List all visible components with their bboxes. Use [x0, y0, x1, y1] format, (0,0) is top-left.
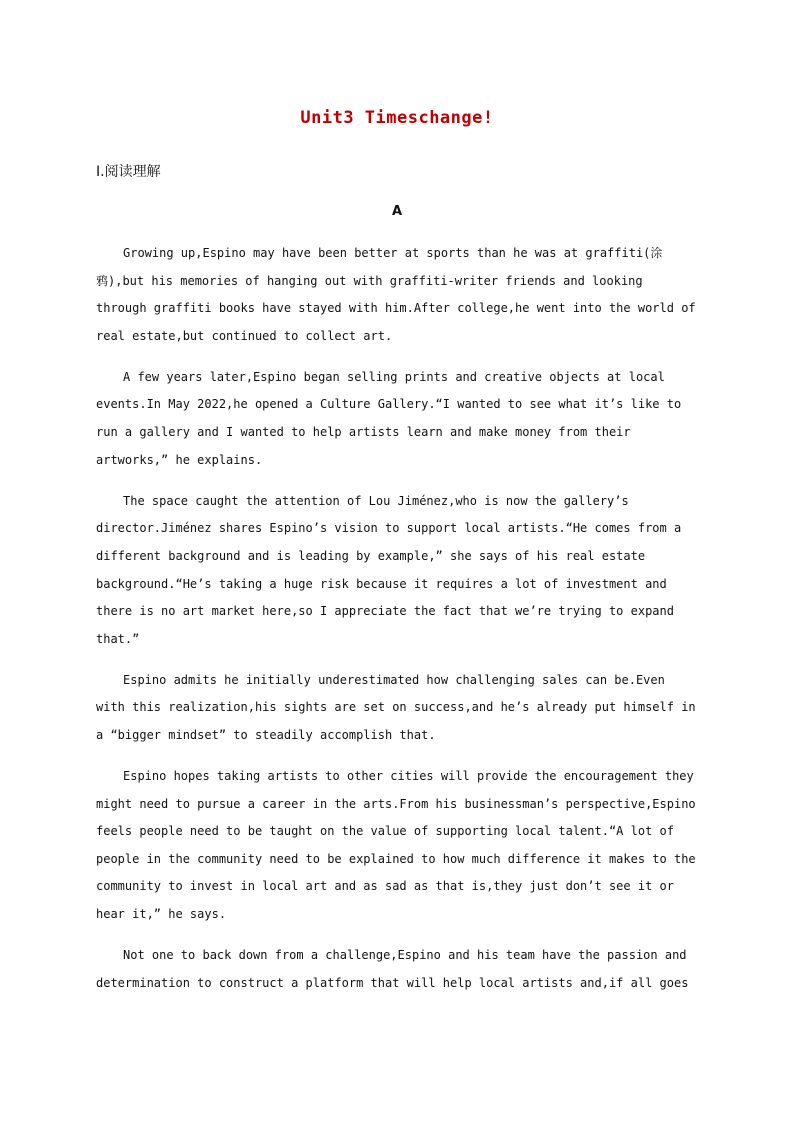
section-heading: Ⅰ.阅读理解 [96, 164, 161, 180]
paragraph: A few years later,Espino began selling prints and creative objects at local events.In May 2022,he opened a Culture Gallery.“I wanted to see what it’s like to run a gallery and I wanted to help artists learn and make money from their artworks,” he explains. [96, 369, 682, 467]
paragraph: Not one to back down from a challenge,Espino and his team have the passion and determination to construct a platform that will help local artists and,if all goes [96, 948, 689, 990]
passage-body [96, 240, 696, 1011]
paragraph: Espino hopes taking artists to other cities will provide the encouragement they might need to pursue a career in the arts.From his businessman’s perspective,Espino feels people need to be taught on the value of supporting local talent.“A lot of people in the community need to be explained to how much difference it makes to the community to invest in local art and as sad as that is,they just don’t see it or hear it,” he says. [96, 769, 696, 922]
paragraph: The space caught the attention of Lou Jiménez,who is now the gallery’s director.Jiménez shares Espino’s vision to support local artists.“He comes from a different background and is leading by example,” she says of his real estate background.“He’s taking a huge risk because it requires a lot of investment and there is no art market here,so I appreciate the fact that we’re trying to expand that.” [96, 493, 682, 646]
paragraph: Growing up,Espino may have been better at sports than he was at graffiti(涂鸦),but his memories of hanging out with graffiti-writer friends and looking through graffiti books have stayed with him.After college,he went into the world of real estate,but continued to collect art. [96, 246, 696, 343]
paragraph: Espino admits he initially underestimated how challenging sales can be.Even with this realization,his sights are set on success,and he’s already put himself in a “bigger mindset” to steadily accomplish that. [96, 672, 696, 742]
page-title: Unit3 Timeschange! [300, 108, 494, 128]
passage-label: A [391, 204, 403, 219]
